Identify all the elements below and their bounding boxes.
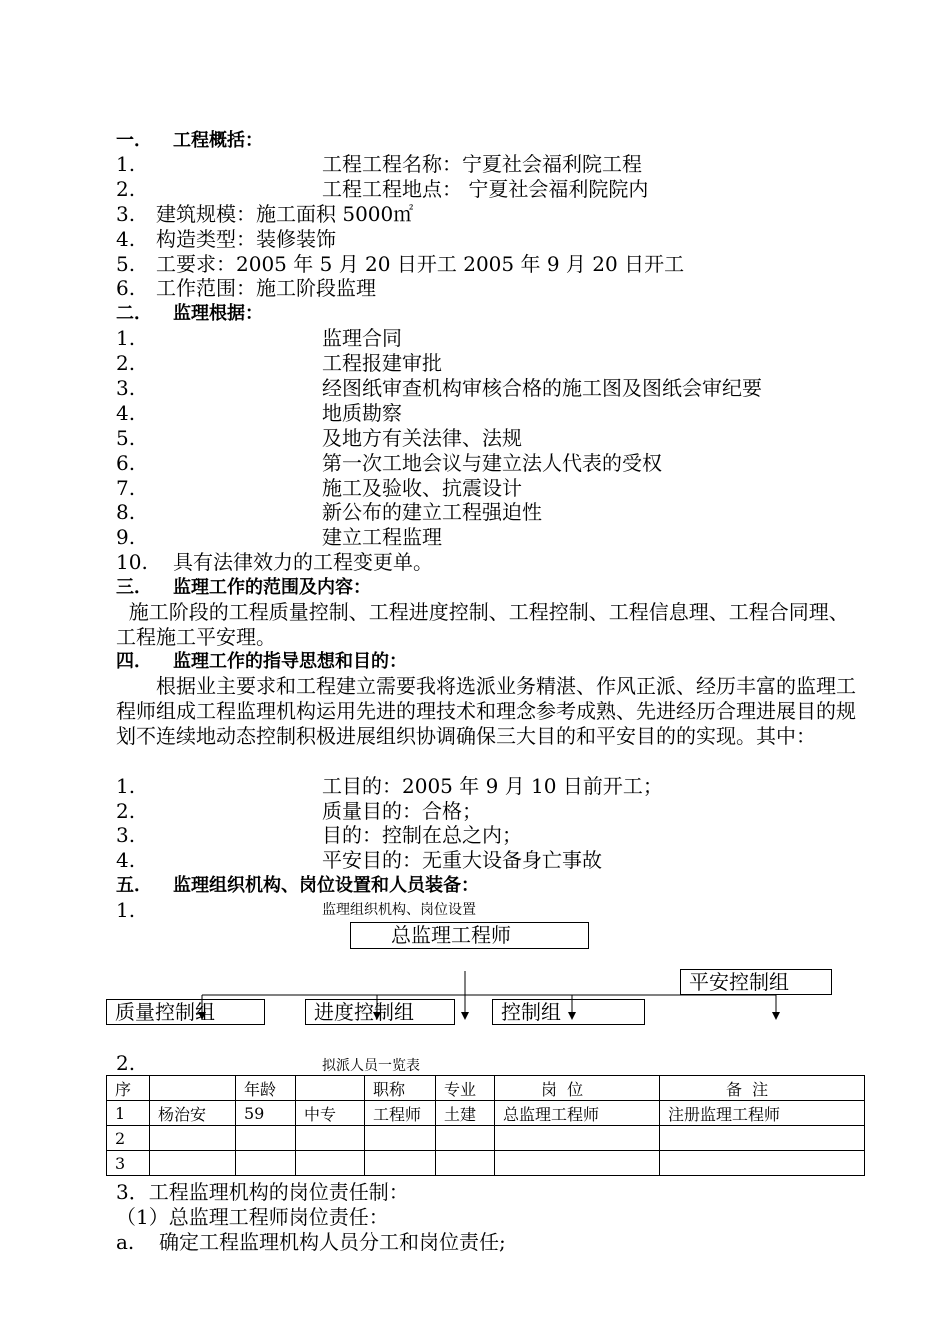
table-cell [660,1126,865,1151]
item-number: 2. [116,351,136,375]
list-item [116,1230,506,1255]
item-text: 具有法律效力的工程变更单。 [173,550,433,574]
table-cell: 杨治安 [150,1101,236,1126]
section-5-item-3: 3．工程监理机构的岗位责任制： [116,1180,409,1204]
section-4-paragraph: 根据业主要求和工程建立需要我将选派业务精湛、作风正派、经历丰富的监理工程师组成工程监理机构运用先进的理技术和理念参考成熟、先进经历合理进展目的规划不连续地动态控制积极进展组织协调确保三大目的和平安目的的实现。其中： [116,674,856,748]
item-number: 4. [116,401,136,425]
item-text: 构造类型：装修装饰 [156,227,336,251]
table-header-cell: 职称 [365,1076,436,1101]
heading-number: 五． [116,875,152,896]
table-cell [365,1151,436,1176]
table-row [107,1126,865,1151]
item-text: 监理合同 [322,326,402,350]
org-box-cost-group: 控制组 [492,999,645,1025]
table-header-cell: 专业 [436,1076,495,1101]
item-text: 建筑规模：施工面积 5000㎡ [156,202,414,226]
org-box-progress-group: 进度控制组 [305,999,455,1025]
table-cell: 总监理工程师 [495,1101,660,1126]
table-cell [150,1126,236,1151]
item-text: 目的：控制在总之内； [322,823,522,847]
item-number: 4. [116,227,136,251]
item-number: 1. [116,152,136,176]
table-cell: 注册监理工程师 [660,1101,865,1126]
table-cell: 中专 [296,1101,365,1126]
item-text: 经图纸审查机构审核合格的施工图及图纸会审纪要 [322,376,762,400]
table-cell [436,1126,495,1151]
table-header-cell: 备 注 [660,1076,865,1101]
item-text: 工要求：2005 年 5 月 20 日开工 2005 年 9 月 20 日开工 [156,252,685,276]
item-text: 施工及验收、抗震设计 [322,476,522,500]
item-text: 质量目的：合格； [322,799,482,823]
item-text: 地质勘察 [322,401,402,425]
table-cell [296,1151,365,1176]
item-number: 8. [116,500,136,524]
section-3-paragraph: 施工阶段的工程质量控制、工程进度控制、工程控制、工程信息理、工程合同理、工程施工平安理。 [116,600,849,649]
table-header-cell: 序 [107,1076,150,1101]
staff-table-caption: 拟派人员一览表 [322,1058,420,1074]
item-text: 确定工程监理机构人员分工和岗位责任; [159,1230,506,1254]
table-cell: 土建 [436,1101,495,1126]
arrow-head [461,1012,469,1020]
arrow-head [772,1012,780,1020]
heading-number: 三． [116,577,152,598]
item-text: 及地方有关法律、法规 [322,426,522,450]
org-box-safety-group: 平安控制组 [680,969,832,995]
heading-text: 监理组织机构、岗位设置和人员装备： [173,875,479,896]
heading-text: 监理工作的指导思想和目的： [173,651,407,672]
item-number: 10. [116,550,148,574]
item-text: 工作范围：施工阶段监理 [156,276,376,300]
item-number: 3. [116,823,136,847]
table-cell: 59 [236,1101,296,1126]
table-cell [236,1151,296,1176]
list-item [116,1051,420,1076]
table-cell [236,1126,296,1151]
item-number: 5. [116,426,136,450]
item-number: a. [116,1230,135,1254]
item-number: 3. [116,202,136,226]
heading-text: 监理工作的范围及内容： [173,577,371,598]
item-text: 工程报建审批 [322,351,442,375]
item-number: 4. [116,848,136,872]
table-header-cell [296,1076,365,1101]
table-cell [436,1151,495,1176]
item-number: 1. [116,326,136,350]
item-text: 第一次工地会议与建立法人代表的受权 [322,451,662,475]
heading-number: 一． [116,130,152,151]
table-cell [495,1151,660,1176]
table-cell [365,1126,436,1151]
item-text: 工目的：2005 年 9 月 10 日前开工； [322,774,663,798]
item-number: 5. [116,252,136,276]
table-header-cell: 岗 位 [495,1076,660,1101]
table-cell: 1 [107,1101,150,1126]
heading-text: 工程概括： [173,130,263,151]
staff-table [106,1075,865,1176]
item-text: 工程工程地点： 宁夏社会福利院院内 [322,177,649,201]
table-row [107,1101,865,1126]
item-number: 1. [116,898,136,922]
item-number: 2. [116,799,136,823]
table-cell [296,1126,365,1151]
section-5-item-3-sub: （1）总监理工程师岗位责任： [116,1205,389,1229]
org-chart-caption: 监理组织机构、岗位设置 [322,902,476,918]
table-row [107,1151,865,1176]
table-cell: 2 [107,1126,150,1151]
item-text: 建立工程监理 [322,525,442,549]
table-cell: 3 [107,1151,150,1176]
item-number: 6. [116,276,136,300]
org-box-chief-engineer: 总监理工程师 [350,922,589,949]
table-header-cell [150,1076,236,1101]
table-cell [660,1151,865,1176]
table-cell: 工程师 [365,1101,436,1126]
item-text: 新公布的建立工程强迫性 [322,500,542,524]
item-number: 2. [116,1051,136,1075]
table-header-row [107,1076,865,1101]
table-header-cell: 年龄 [236,1076,296,1101]
org-box-quality-group: 质量控制组 [106,999,265,1025]
item-number: 9. [116,525,136,549]
heading-number: 四． [116,651,152,672]
item-number: 7. [116,476,136,500]
heading-number: 二． [116,303,152,324]
item-text: 平安目的：无重大设备身亡事故 [322,848,602,872]
table-cell [150,1151,236,1176]
item-number: 3. [116,376,136,400]
item-number: 1. [116,774,136,798]
item-number: 2. [116,177,136,201]
item-number: 6. [116,451,136,475]
table-cell [495,1126,660,1151]
heading-text: 监理根据： [173,303,263,324]
item-text: 工程工程名称：宁夏社会福利院工程 [322,152,642,176]
